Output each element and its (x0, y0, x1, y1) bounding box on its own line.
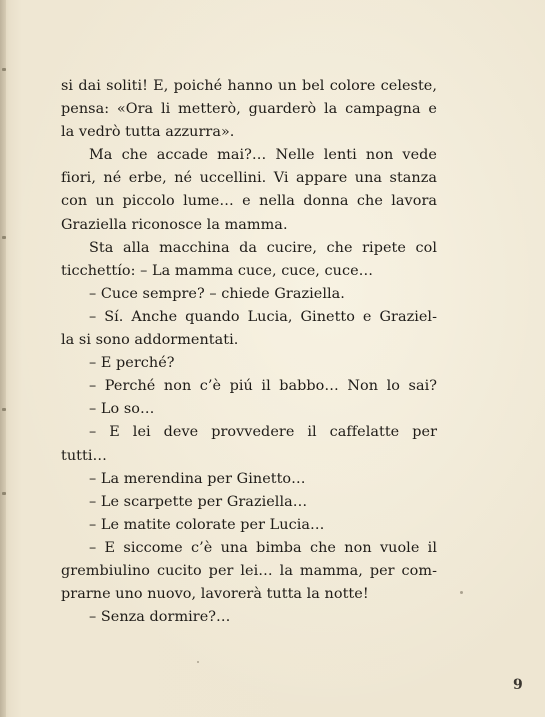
body-text (61, 75, 437, 629)
binding-edge (0, 0, 6, 717)
text-line: la vedrò tutta azzurra». (61, 124, 235, 141)
text-line: con un piccolo lume… e nella donna che lavora (61, 193, 437, 210)
text-line: grembiulino cucito per lei… la mamma, per com- (61, 562, 437, 579)
text-line: – Perché non c’è piú il babbo… Non lo sai? (89, 378, 437, 395)
text-line: fiori, né erbe, né uccellini. Vi appare una stanza (61, 170, 437, 187)
text-line: pensa: «Ora li metterò, guarderò la campagna e (61, 101, 437, 118)
paper-speck (197, 661, 199, 663)
text-line: – E siccome c’è una bimba che non vuole il (89, 539, 437, 556)
text-line: la si sono addormentati. (61, 332, 239, 349)
text-line: prarne uno nuovo, lavorerà tutta la notte! (61, 586, 369, 603)
binding-stitch (2, 236, 6, 239)
text-line: – Lo so… (89, 401, 155, 418)
text-line: ticchettío: – La mamma cuce, cuce, cuce… (61, 262, 374, 279)
text-line: tutti… (61, 447, 107, 464)
text-line: – Cuce sempre? – chiede Graziella. (89, 285, 345, 302)
text-line: – E perché? (89, 355, 175, 372)
text-line: – La merendina per Ginetto… (89, 470, 306, 487)
text-line: Ma che accade mai?… Nelle lenti non vede (89, 147, 437, 164)
text-line: – E lei deve provvedere il caffelatte per (89, 424, 437, 441)
text-line: – Le scarpette per Graziella… (89, 493, 308, 510)
binding-stitch (2, 68, 6, 71)
page-number: 9 (513, 677, 523, 693)
text-line: Sta alla macchina da cucire, che ripete col (89, 239, 437, 256)
text-line: Graziella riconosce la mamma. (61, 216, 288, 233)
text-line: – Senza dormire?… (89, 609, 231, 626)
text-line: – Le matite colorate per Lucia… (89, 516, 325, 533)
binding-stitch (2, 408, 6, 411)
text-line: – Sí. Anche quando Lucia, Ginetto e Graziel- (89, 308, 437, 325)
binding-stitch (2, 492, 6, 495)
text-line: si dai soliti! E, poiché hanno un bel colore celeste, (61, 78, 437, 94)
paper-speck (460, 591, 463, 594)
